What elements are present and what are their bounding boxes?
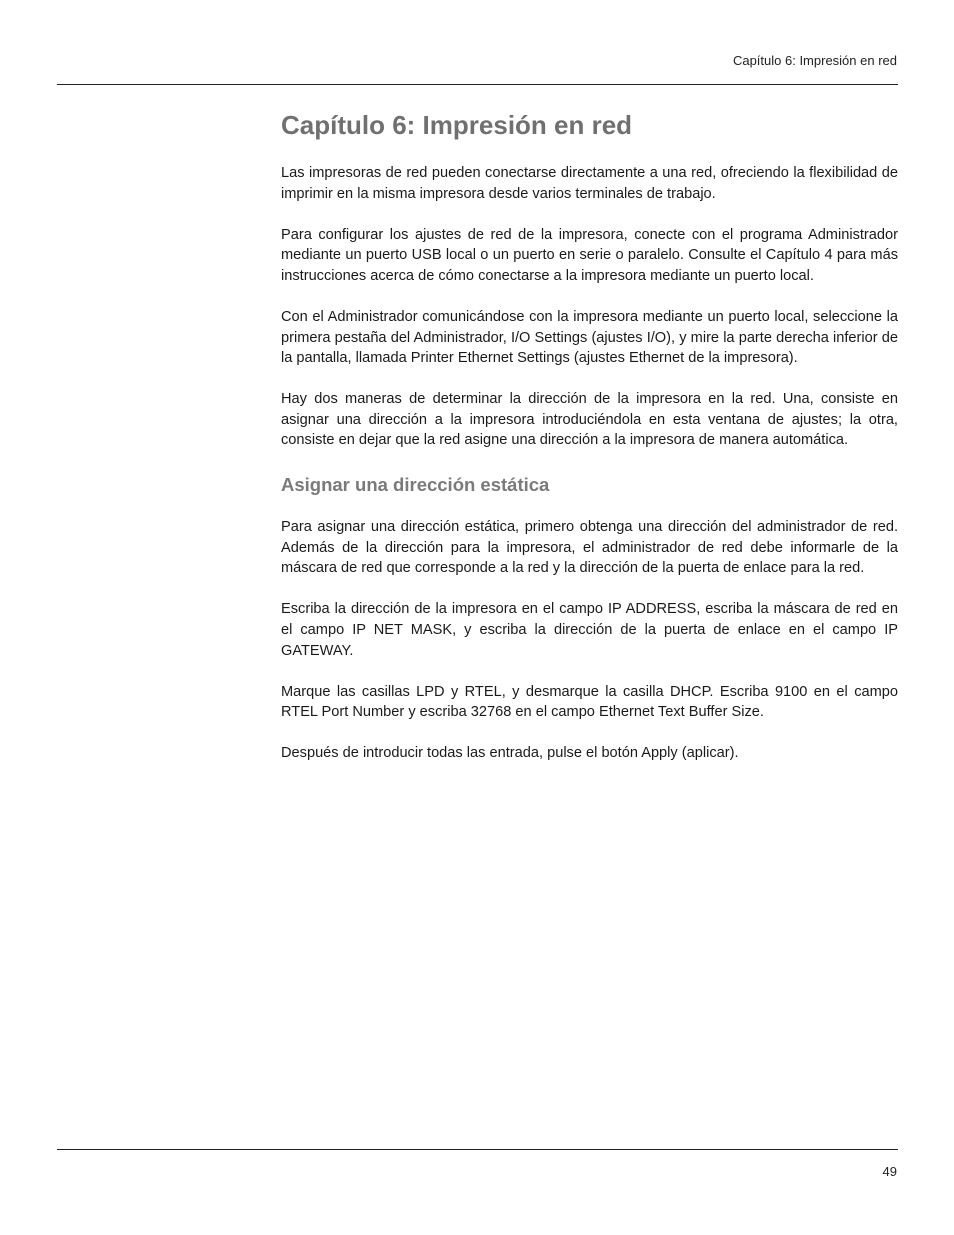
paragraph: Para asignar una dirección estática, primero obtenga una dirección del administrador de red. Además de la dirección para la impresora, el administrador de red debe informarle de la máscara de red que corresponde a la red y la dirección de la puerta de enlace para la red.: [281, 519, 898, 577]
header-rule: [57, 84, 898, 85]
paragraph: Después de introducir todas las entrada, pulse el botón Apply (aplicar).: [281, 745, 739, 762]
paragraph: Las impresoras de red pueden conectarse directamente a una red, ofreciendo la flexibilidad de imprimir en la misma impresora desde varios terminales de trabajo.: [281, 165, 898, 202]
chapter-title: Capítulo 6: Impresión en red: [281, 110, 633, 140]
paragraph: Marque las casillas LPD y RTEL, y desmarque la casilla DHCP. Escriba 9100 en el campo RTEL Port Number y escriba 32768 en el campo Ethernet Text Buffer Size.: [281, 683, 898, 721]
paragraph: Hay dos maneras de determinar la dirección de la impresora en la red. Una, consiste en asignar una dirección a la impresora introduciéndola en esta ventana de ajustes; la otra, consiste en dejar que la red asigne una dirección a la impresora de manera automática.: [281, 391, 898, 449]
page-number: 49: [882, 1164, 897, 1179]
section-heading: Asignar una dirección estática: [281, 474, 550, 496]
paragraph: Para configurar los ajustes de red de la impresora, conecte con el programa Administrador mediante un puerto USB local o un puerto en serie o paralelo. Consulte el Capítulo 4 para más instrucciones acerca de cómo conectarse a la impresora mediante un puerto local.: [281, 226, 898, 284]
page-content: [281, 108, 898, 784]
footer-rule: [57, 1149, 898, 1150]
paragraph: Escriba la dirección de la impresora en el campo IP ADDRESS, escriba la máscara de red en el campo IP NET MASK, y escriba la dirección de la puerta de enlace en el campo IP GATEWAY.: [281, 601, 898, 659]
paragraph: Con el Administrador comunicándose con la impresora mediante un puerto local, seleccione la primera pestaña del Administrador, I/O Settings (ajustes I/O), y mire la parte derecha inferior de la pantalla, llamada Printer Ethernet Settings (ajustes Ethernet de la impresora).: [281, 308, 898, 367]
running-header: Capítulo 6: Impresión en red: [732, 53, 897, 68]
